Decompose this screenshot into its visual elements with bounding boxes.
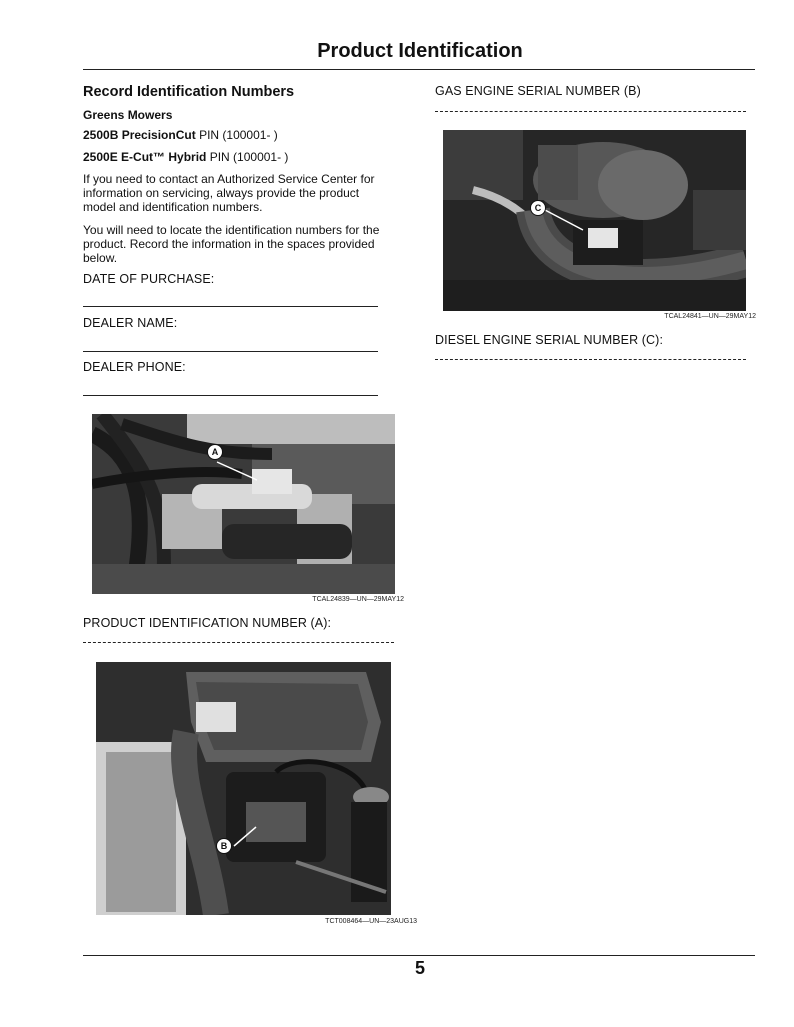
- dealer-name-label: DEALER NAME:: [83, 316, 178, 330]
- figure-a-photo: [92, 414, 395, 594]
- figure-c-photo: [443, 130, 746, 311]
- paragraph-line: below.: [83, 251, 118, 265]
- paragraph-line: information on servicing, always provide the product: [83, 186, 360, 200]
- gas-engine-label: GAS ENGINE SERIAL NUMBER (B): [435, 84, 641, 98]
- model-name: 2500E E-Cut™ Hybrid: [83, 150, 207, 164]
- subheading: Greens Mowers: [83, 108, 173, 122]
- dealer-name-field[interactable]: [83, 351, 378, 352]
- gas-engine-field[interactable]: [435, 111, 746, 112]
- footer-rule: [83, 955, 755, 956]
- dealer-phone-field[interactable]: [83, 395, 378, 396]
- date-of-purchase-label: DATE OF PURCHASE:: [83, 272, 215, 286]
- model-pin: PIN (100001- ): [199, 128, 278, 142]
- date-of-purchase-field[interactable]: [83, 306, 378, 307]
- page-number: 5: [414, 958, 425, 978]
- diesel-engine-label: DIESEL ENGINE SERIAL NUMBER (C):: [435, 333, 664, 347]
- callout-c: C: [530, 200, 546, 216]
- section-heading: Record Identification Numbers: [83, 84, 295, 100]
- paragraph-line: product. Record the information in the spaces provided: [83, 237, 375, 251]
- paragraph-line: You will need to locate the identification numbers for the: [83, 223, 380, 237]
- paragraph-line: If you need to contact an Authorized Service Center for: [83, 172, 375, 186]
- figure-b-id: TCT008464—UN—23AUG13: [325, 918, 417, 925]
- figure-b-photo: [96, 662, 391, 915]
- callout-a: A: [207, 444, 223, 460]
- header-rule: [83, 69, 755, 70]
- paragraph-contact: [83, 172, 375, 214]
- dealer-phone-label: DEALER PHONE:: [83, 360, 186, 374]
- product-id-field[interactable]: [83, 642, 394, 643]
- diesel-engine-field[interactable]: [435, 359, 746, 360]
- model-line-1: [83, 128, 278, 142]
- model-pin: PIN (100001- ): [209, 150, 289, 164]
- callout-b: B: [216, 838, 232, 854]
- model-name: 2500B PrecisionCut: [83, 128, 196, 142]
- figure-a-id: TCAL24839—UN—29MAY12: [312, 596, 404, 603]
- product-id-label: PRODUCT IDENTIFICATION NUMBER (A):: [83, 616, 332, 630]
- figure-c-id: TCAL24841—UN—29MAY12: [664, 313, 756, 320]
- page-title: Product Identification: [317, 40, 523, 62]
- paragraph-locate: [83, 223, 379, 265]
- model-line-2: [83, 150, 288, 164]
- paragraph-line: model and identification numbers.: [83, 200, 263, 214]
